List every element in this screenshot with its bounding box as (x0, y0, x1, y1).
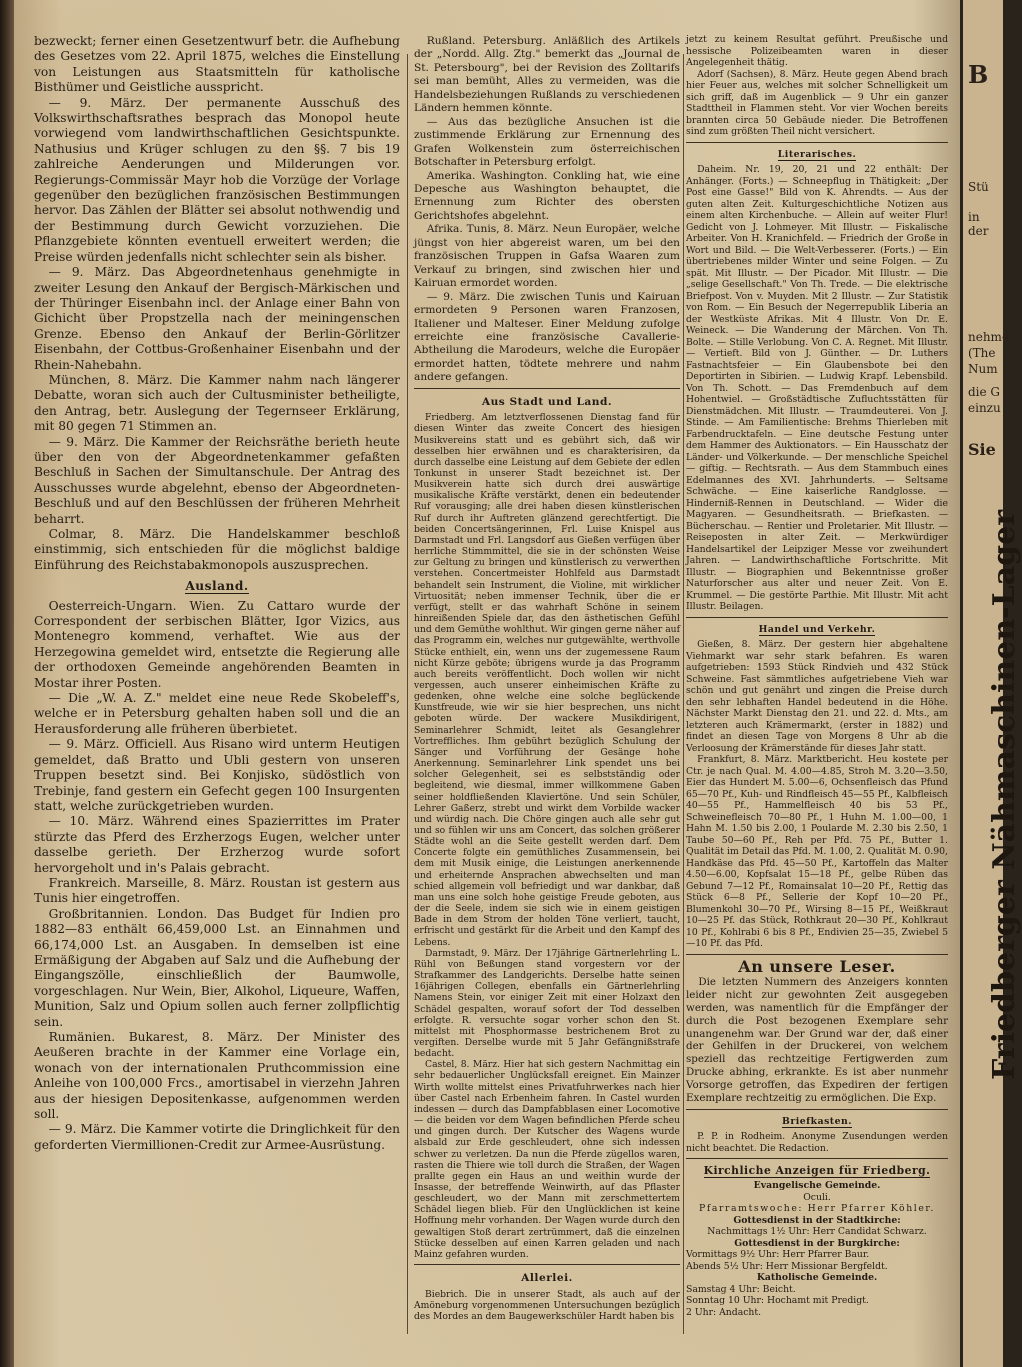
section-heading: Literarisches. (777, 148, 857, 160)
fragment-text: Num (968, 362, 998, 376)
divider (686, 954, 948, 955)
fragment-text: nehme (968, 330, 1010, 344)
article-text: — Aus das bezügliche Ansuchen ist die zustimmende Erklärung zur Ernennung des Grafen Wolkenstein zum österreichischen Botschafter in Petersburg erfolgt. (414, 114, 680, 169)
article-text: Rumänien. Bukarest, 8. März. Der Minister des Aeußeren brachte in der Kammer eine Vorlage ein, wonach von der internationalen Pruthcommission eine Anleihe von 100,000 Frcs., amortisabel in vierzehn Jahren aus der hiesigen Depositenkasse, aufgenommen werden soll. (34, 1030, 400, 1122)
article-text: Amerika. Washington. Conkling hat, wie eine Depesche aus Washington behauptet, die Ernennung zum Richter des obersten Gerichtshofes abgelehnt. (414, 168, 680, 222)
article-text: Darmstadt, 9. März. Der 17jährige Gärtnerlehrling L. Rühl von Beßungen stand vorgestern vor der Strafkammer des Landgerichts. Derselbe hatte seinen 16jährigen Collegen, ebenfalls ein Gärtnerlehrling Namens Stein, vor einiger Zeit mit einer Holzaxt den Schädel gespalten, worauf sofort der Tod desselben erfolgte. R. versuchte sogar vorher schon den St. mittelst mit Phosphormasse bestrichenem Brot zu vergiften. Derselbe wurde mit 5 Jahr Gefängnißstrafe bedacht. (414, 947, 680, 1060)
article-text: P. P. in Rodheim. Anonyme Zusendungen werden nicht beachtet. Die Redaction. (686, 1131, 948, 1154)
article-text: Colmar, 8. März. Die Handelskammer beschloß einstimmig, sich entschieden für die möglichst baldige Einführung des Reichstabakmonopols auszusprechen. (34, 527, 400, 572)
article-text: jetzt zu keinem Resultat geführt. Preußische und hessische Polizeibeamten waren in dieser Angelegenheit thätig. (686, 34, 948, 68)
divider (414, 1264, 680, 1265)
article-text: — 9. März. Die Kammer der Reichsräthe berieth heute über den von der Abgeordnetenkammer gefaßten Beschluß in Sachen der Simultanschule. Der Antrag des Ausschusses wurde abgelehnt, ebenso der Abgeordneten-Beschluß und auf den Beschlüssen der früheren Mehrheit beharrt. (34, 434, 400, 526)
article-text: — 9. März. Die Kammer votirte die Dringlichkeit für den geforderten Viermillionen-Credit zur Armee-Ausrüstung. (34, 1122, 400, 1152)
church-text: 2 Uhr: Andacht. (686, 1306, 762, 1318)
subheading: Evangelische Gemeinde. (753, 1180, 881, 1192)
article-text: Frankfurt, 8. März. Marktbericht. Heu kostete per Ctr. je nach Qual. M. 4.00—4.85, Stroh M. 3.20—3.50, Eier das Hundert M. 5.00—6, Ochsenfleisch das Pfund 65—70 Pf., Kuh- und Rindfleisch 45—55 Pf., Kalbfleisch 40—55 Pf., Hammelfleisch 40 bis 53 Pf., Schweinefleisch 70—80 Pf., 1 Huhn M. 1.00—00, 1 Hahn M. 1.50 bis 2.00, 1 Poularde M. 2.30 bis 2.50, 1 Taube 50—60 Pf., Reh per Pfd. 75 Pf., Butter 1. Qualität im Detail das Pfd. M. 1.00, 2. Qualität M. 0.90, Handkäse das Pfd. 45—50 Pf., Kartoffeln das Malter 4.50—6.00, Kopfsalat 15—18 Pf., gelbe Rüben das Gebund 7—12 Pf., Romainsalat 10—20 Pf., Rettig das Stück 6—8 Pf., Sellerie der Kopf 10—20 Pf., Blumenkohl 30—70 Pf., Wirsing 8—15 Pf., Weißkraut 10—25 Pf. das Stück, Rothkraut 20—30 Pf., Kohlkraut 10 Pf., Kohlrabi 6 bis 8 Pf., Endivien 25—35, Zwiebel 5—10 Pf. das Pfd. (686, 754, 948, 949)
column-rule (407, 54, 408, 1334)
article-text: bezweckt; ferner einen Gesetzentwurf betr. die Aufhebung des Gesetzes vom 22. April 1875, welches die Einstellung von Leistungen aus Staatsmitteln für katholische Bisthümer und Geistliche ausspricht. (34, 34, 400, 95)
book-binding (0, 0, 14, 1367)
fragment-text: (The (968, 346, 996, 360)
fragment-text: die G (968, 385, 1001, 399)
section-heading: Aus Stadt und Land. (481, 394, 613, 408)
church-text: Samstag 4 Uhr: Beicht. (686, 1283, 796, 1295)
article-text: Biebrich. Die in unserer Stadt, als auch auf der Amöneburg vorgenommenen Untersuchungen bezüglich des Mordes an dem Baugewerkschüler Hardt haben bis (414, 1288, 680, 1322)
section-heading: Kirchliche Anzeigen für Friedberg. (703, 1164, 931, 1178)
divider (414, 388, 680, 389)
fragment-text: Stü (968, 180, 989, 194)
article-text: Frankreich. Marseille, 8. März. Roustan ist gestern aus Tunis hier eingetroffen. (34, 875, 400, 906)
subheading: Gottesdienst in der Stadtkirche: (733, 1214, 901, 1226)
church-text: Nachmittags 1½ Uhr: Herr Candidat Schwarz. (707, 1226, 927, 1238)
article-text: Rußland. Petersburg. Anläßlich des Artikels der „Nordd. Allg. Ztg." bemerkt das „Journal de St. Petersbourg", bei der Revision des Zolltarifs sei man bemüht, Alles zu vermeiden, was die Handelsbeziehungen Rußlands zu verschiedenen Ländern hemmen könnte. (414, 34, 680, 115)
column-left (34, 34, 400, 1153)
church-text: Pfarramtswoche: Herr Pfarrer Köhler. (699, 1203, 935, 1215)
section-heading: Allerlei. (521, 1271, 573, 1285)
fragment-text: Sie (968, 440, 996, 459)
section-heading: An unsere Leser. (738, 956, 896, 976)
article-text: — 10. März. Während eines Spazierrittes im Prater stürzte das Pferd des Erzherzogs Eugen, welcher unter dasselbe gerieth. Der Erzherzog wurde sofort hervorgeholt und in's Palais gebracht. (34, 814, 400, 875)
article-text: — 9. März. Officiell. Aus Risano wird unterm Heutigen gemeldet, daß Bratto und Ubli gestern von unseren Truppen besetzt sind. Bei Konjisko, südöstlich von Trebinje, fand gestern ein Gefecht gegen 100 Insurgenten statt, welche zurückgetrieben wurden. (34, 737, 400, 813)
divider (686, 617, 948, 618)
article-text: Castel, 8. März. Hier hat sich gestern Nachmittag ein sehr bedauerlicher Unglücksfall ereignet. Ein Mainzer Wirth wollte mittelst eines Privatfuhrwerkes nach hier über Castel nach Erbenheim fahren. In Castel wurden indessen — durch das Dampfabblasen einer Locomotive — die beiden vor dem Wagen befindlichen Pferde scheu und gingen durch. Der Kutscher des Wagens wurde alsbald zur Erde geschleudert, ohne sich indessen schwer zu verletzen. Da nun die Pferde zügellos waren, rasten die Thiere wie toll durch die Straßen, der Wagen prallte gegen ein Haus an und weithin wurde der Insasse, der betreffende Weinwirth, auf das Pflaster geschleudert, wo der Mann mit zerschmettertem Schädel liegen blieb. Für den Unglücklichen ist keine Hoffnung mehr vorhanden. Der Wagen wurde durch den gewaltigen Stoß derart zertrümmert, daß die einzelnen Stücke desselben auf einen Karren geladen und nach Mainz gefahren wurden. (414, 1059, 680, 1260)
column-rule (683, 54, 684, 1334)
fragment-text: in der (968, 210, 989, 238)
rotated-advert-title: Friedberger Nähmaschinen-Lager (987, 510, 1022, 1080)
column-right (686, 34, 948, 1318)
article-text: Friedberg. Am letztverflossenen Dienstag fand für diesen Winter das zweite Concert des hiesigen Musikvereins statt und es gebührt sich, daß wir desselben hier erwähnen und es charakterisiren, da durch dasselbe eine Leistung auf dem Gebiete der edlen Tonkunst in unserer Stadt bezeichnet ist. Der Musikverein hatte sich durch drei auswärtige musikalische Kräfte verstärkt, denen ein bedeutender Ruf vorausging; alle drei haben diesen künstlerischen Ruf durch ihr Auftreten glänzend gerechtfertigt. Die beiden Concertsängerinnen, Frl. Luise Knispel aus Darmstadt und Frl. Langsdorf aus Gießen verfügen über herrliche Stimmmittel, die sie in der schönsten Weise zur Geltung zu bringen und künstlerisch zu verwerthen verstehen. Concertmeister Hohlfeld aus Darmstadt behandelt sein Instrument, die Violine, mit wirklicher Virtuosität; neben immenser Technik, über die er verfügt, stellt er das wahrhaft Schöne in seinem hinreißenden Spiele dar, das den ästhetischen Gefühl und dem Gemüthe wohlthut. Wir gingen gerne näher auf das Programm ein, welches nur gutgewählte, werthvolle Stücke enthielt, ein, wenn uns der zugemessene Raum nicht Kürze geböte; übrigens wurde ja das Programm auch bereits veröffentlicht. Doch wollen wir nicht vergessen, auch unserer einheimischen Kräfte zu gedenken, ohne welche eine solche beglückende Kunstfreude, wie wir sie hier besprechen, uns nicht geboten würde. Der wackere Musikdirigent, Seminarlehrer Schmidt, leitet als Gesanglehrer Vortreffliches. Ihm gebührt bezüglich Schulung der Sänger und Vorführung der Gesänge hohe Anerkennung. Seminarlehrer Link spendet uns bei solcher Gelegenheit, sei es selbstständig oder begleitend, wie diesmal, immer willkommene Gaben seiner holdfließenden Klaviertöne. Und sein Schüler, Lehrer Gaßerz, strebt und wirkt dem Vorbilde wacker und würdig nach. Die Chöre gingen auch alle sehr gut und so fühlen wir uns am Concert, das solchen größerer Städte wohl an die Seite gestellt werden darf. Dem Concerte folgte ein gemüthliches Zusammensein, bei dem mit Musik einige, die Leistungen anerkennende und erheiternde Ansprachen abwechselten und man schied allgemein voll befriedigt und war dankbar, daß man uns eine solch hohe geistige Freude geboten, aus der die Seele, indem sie sich wie in einem geistigen Bade in dem Strom der holden Töne verliert, taucht, erfrischt und gestärkt für die Arbeit und den Kampf des Lebens. (414, 412, 680, 948)
section-heading: Ausland. (185, 579, 249, 594)
article-text: Oesterreich-Ungarn. Wien. Zu Cattaro wurde der Correspondent der serbischen Blätter, Igor Vizics, aus Montenegro kommend, verhaftet. Wie aus der Herzegowina gemeldet wird, entsetzte die Regierung alle der orthodoxen Gemeinde angehörenden Beamten in Mostar ihrer Posten. (34, 598, 400, 690)
article-text: Gießen, 8. März. Der gestern hier abgehaltene Viehmarkt war sehr stark befahren. Es waren aufgetrieben: 1593 Stück Rindvieh und 432 Stück Schweine. Fast sämmtliches aufgetriebene Vieh war schön und gut genährt und zingen die Preise durch den sehr lebhaften Handel bedeutend in die Höhe. Nächster Markt Dienstag den 21. und 22. d. Mts., am letzteren auch Krämermarkt, (erster in 1882) und findet an diesen Tage von Morgens 8 Uhr ab die Verloosung der Krämerstände für dieses Jahr statt. (686, 639, 948, 754)
church-text: Vormittags 9½ Uhr: Herr Pfarrer Baur. (686, 1249, 870, 1261)
article-text: Daheim. Nr. 19, 20, 21 und 22 enthält: Der Anhänger. (Forts.) — Schneepflug in Thätigkeit: „Der Post eine Gasse!" Bild von K. Ahrendts. — Aus der guten alten Zeit. Kulturgeschichtliche Notizen aus einem alten Kirchenbuche. — Allein auf weiter Flur! Gedicht von J. Lohmeyer. Mit Illustr. — Fiskalische Arbeiter. Von H. Kranichfeld. — Friedrich der Große in Wort und Bild. — Die Welt-Verbesserer. (Forts.) — Ein übertriebenes milder Winter und seine Folgen. — Zu spät. Mit Illustr. — Der Picador. Mit Illustr. — Die „selige Gesellschaft." Von Th. Trede. — Die elektrische Briefpost. Von v. Muyden. Mit 2 Illustr. — Zur Statistik von Rom. — Ein Besuch der Negerrepublik Liberia an der Westküste Afrikas. Mit 4 Illustr. Von Dr. E. Weineck. — Die Wanderung der Märchen. Von Th. Bolte. — Stille Verlobung. Von C. A. Regnet. Mit Illustr. — Vertieft. Bild von J. Günther. — Dr. Luthers Fastnachtsfeier — Ein Glaubensbote bei den Deportirten in Sibirien. — Ludwig Krapf. Lebensbild. Von Th. Schott. — Das Fremdenbuch auf dem Hohentwiel. — Großstädtische Zufluchtsstätten für Dienstmädchen. Mit Illustr. — Traumdeuterei. Von J. Stinde. — Am Familientische: Brehms Thierleben mit Farbendrucktafeln. — Eine deutsche Festung unter dem Hammer des Auktionators. — Ein Hausschatz der Länder- und Völkerkunde. — Der menschliche Speichel — giftig. — Rechtsrath. — Aus dem Stammbuch eines Edelmannes des XVI. Jahrhunderts. — Seltsame Schwäche. — Eine kaiserliche Randglosse. — Hinderniß-Rennen in Deutschland. — Wider die Magyaren. — Gesundheitsrath. — Briefkasten. — Bücherschau. — Rentier und Proletarier. Mit Illustr. — Reiseposten in alter Zeit. — Merkwürdiger Handelsartikel der Leipziger Messe vor zweihundert Jahren. — Landwirthschaftliche Fortschritte. Mit Illustr. — Biographien und Bekenntnisse großer Naturforscher aus alter und neuer Zeit. Von E. Krummel. — Die gestörte Parthie. Mit Illustr. Mit acht Illustr. Beilagen. (686, 164, 948, 612)
fragment-text: B (968, 60, 989, 89)
divider (686, 1158, 948, 1159)
subheading: Gottesdienst in der Burgkirche: (734, 1237, 900, 1249)
adjacent-page-edge (960, 0, 1022, 1367)
article-text: Die letzten Nummern des Anzeigers konnten leider nicht zur gewohnten Zeit ausgegeben werden, was namentlich für die Empfänger der durch die Post bezogenen Exemplare sehr unangenehm war. Der Grund war der, daß einer der Gehilfen in der Druckerei, von welchem speziell das rechtzeitige Fertigwerden zum Drucke abhing, erkrankte. Es ist aber nunmehr Vorsorge getroffen, das Expediren der fertigen Exemplare rechtzeitig zu ermöglichen. Die Exp. (686, 976, 948, 1104)
church-text: Sonntag 10 Uhr: Hochamt mit Predigt. (686, 1295, 869, 1307)
article-text: — 9. März. Das Abgeordnetenhaus genehmigte in zweiter Lesung den Ankauf der Bergisch-Märkischen und der Thüringer Eisenbahn incl. der Anlage einer Bahn von Gichicht über Propstzella nach der meiningenschen Grenze. Ebenso den Ankauf der Berlin-Görlitzer Eisenbahn, der Cottbus-Großenhainer Eisenbahn und der Rhein-Nahebahn. (34, 265, 400, 372)
divider (686, 1109, 948, 1110)
subheading: Katholische Gemeinde. (756, 1272, 878, 1284)
section-heading: Handel und Verkehr. (758, 623, 876, 635)
article-text: Afrika. Tunis, 8. März. Neun Europäer, welche jüngst von hier abgereist waren, um bei den französischen Truppen in Gafsa Waaren zum Verkauf zu bringen, sind zwischen hier und Kairuan ermordet worden. (414, 222, 680, 290)
church-text: Abends 5½ Uhr: Herr Missionar Bergfeldt. (686, 1260, 888, 1272)
article-text: Adorf (Sachsen), 8. März. Heute gegen Abend brach hier Feuer aus, welches mit solcher Schnelligkeit um sich griff, daß im Augenblick — 9 Uhr ein ganzer Stadttheil in Flammen steht. Vor vier Wochen bereits brannten circa 50 Gebäude nieder. Die Betroffenen sind zum größten Theil nicht versichert. (686, 68, 948, 137)
article-text: — Die „W. A. Z." meldet eine neue Rede Skobeleff's, welche er in Petersburg gehalten haben soll und die an Herausforderung alle früheren überbietet. (34, 691, 400, 736)
fragment-text: einzu (968, 401, 1001, 415)
section-heading: Briefkasten. (782, 1115, 852, 1127)
article-text: Großbritannien. London. Das Budget für Indien pro 1882—83 enthält 66,459,000 Lst. an Einnahmen und 66,174,000 Lst. an Ausgaben. In demselben ist eine Ermäßigung der Abgaben auf Salz und die Aufhebung der Eingangszölle, einschließlich der Baumwolle, vorgeschlagen. Nur Wein, Bier, Alkohol, Liqueure, Waffen, Munition, Salz und Opium sollen auch ferner zollpflichtig sein. (34, 906, 400, 1029)
article-text: — 9. März. Der permanente Ausschuß des Volkswirthschaftsrathes besprach das Monopol heute vorwiegend vom landwirthschaftlichen Gesichtspunkte. Nathusius und Krüger schlugen zu den §§. 7 bis 19 zahlreiche Aenderungen und Milderungen vor. Regierungs-Commissär Mayr hob die Vorzüge der Vorlage gegenüber den bezüglichen französischen Bestimmungen hervor. Das Zählen der Blätter sei absolut nothwendig und der Bestimmung durch Gewicht vorzuziehen. Die Pflanzgebiete könnten eventuell erweitert werden; die Preise würden jedenfalls nicht schlechter sein als bisher. (34, 95, 400, 264)
article-text: — 9. März. Die zwischen Tunis und Kairuan ermordeten 9 Personen waren Franzosen, Italiener und Malteser. Einer Meldung zufolge erreichte eine französische Cavallerie-Abtheilung die Marodeurs, welche die Europäer ermordet hatten, tödtete mehrere und nahm andere gefangen. (414, 289, 680, 384)
divider (686, 142, 948, 143)
church-text: Oculi. (803, 1191, 831, 1203)
column-middle (414, 34, 680, 1322)
article-text: München, 8. März. Die Kammer nahm nach längerer Debatte, woran sich auch der Cultusminister betheiligte, den Antrag, betr. Auslegung der Tegernseer Erklärung, mit 80 gegen 71 Stimmen an. (34, 372, 400, 434)
